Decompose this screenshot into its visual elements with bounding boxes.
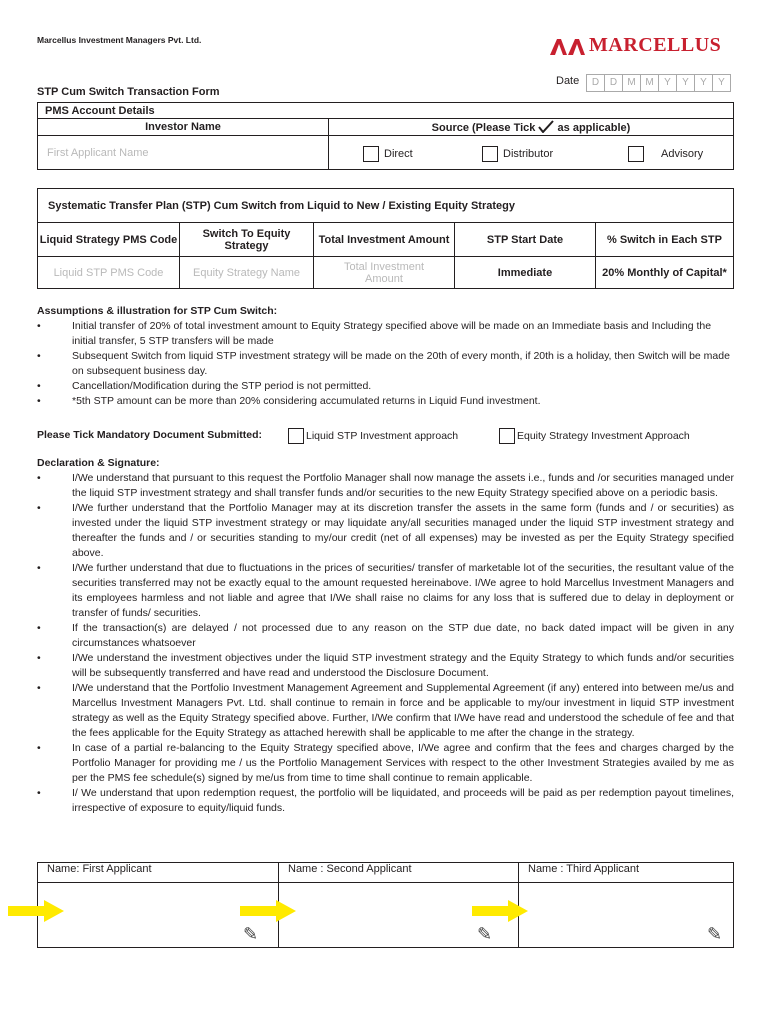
equity-strategy-header: Switch To Equity Strategy bbox=[180, 223, 314, 257]
sign-here-arrow-icon bbox=[240, 900, 296, 922]
pen-icon: ✎ bbox=[707, 924, 723, 944]
sign-here-arrow-icon bbox=[472, 900, 528, 922]
liquid-stp-doc-option[interactable]: Liquid STP Investment approach bbox=[288, 428, 458, 444]
stp-table bbox=[37, 188, 734, 289]
declaration-item: • I/We further understand that the Portfolio Manager may at its discretion transfer the assets in the same form (funds and / or securities) as invested under the liquid STP investment strategy or may liquidate any/all securities managed under the liquid STP investment strategy and thereafter the funds and / or securities standing to my/our credit (net of all expenses) may be invested as per the Equity Strategy specified above. bbox=[37, 501, 734, 561]
assumption-item: • Subsequent Switch from liquid STP investment strategy will be made on the 20th of every month, if 20th is a holiday, then Switch will be made on subsequent business day. bbox=[37, 349, 734, 379]
declaration-item: • I/We further understand that due to fluctuations in the prices of securities/ transfer of marketable lot of the securities, the resultant value of the securities transferred may not be exactly equal to the amount requested hereinabove. I/We agree to hold Marcellus Investment Managers and its employees harmless and not liable and agree that I/We shall raise no claims for any loss that is suffered due to delay in deployment or transfer of funds/ securities. bbox=[37, 561, 734, 621]
date-digit-box[interactable]: Y bbox=[658, 74, 677, 92]
switch-percent-header: % Switch in Each STP bbox=[596, 223, 734, 257]
marcellus-logo bbox=[549, 34, 739, 58]
first-applicant-name-label: Name: First Applicant bbox=[38, 863, 279, 883]
date-digit-box[interactable]: D bbox=[604, 74, 623, 92]
declaration-item: • I/We understand that the Portfolio Investment Management Agreement and Supplemental Agreement (if any) entered into between me/us and Marcellus Investment Managers Pvt. Ltd. shall continue to remain in force and be applicable to my/our investment in liquid STP investment strategy as well as the Equity Strategy specified above. Further, I/We confirm that I/We have read and understood the schedule of fee and that the fees applicable for the Equity Strategy as attached herewith shall be applicable to me after the change in the strategy. bbox=[37, 681, 734, 741]
distributor-checkbox[interactable] bbox=[482, 146, 498, 162]
date-digit-box[interactable]: M bbox=[622, 74, 641, 92]
logo-text: MARCELLUS bbox=[589, 34, 722, 56]
declaration-item: • I/We understand that pursuant to this request the Portfolio Manager shall now manage the assets i.e., funds and /or securities managed under the liquid STP investment strategy and shall transfer funds and/or securities to the new Equity Strategy specified above on a periodic basis. bbox=[37, 471, 734, 501]
pms-account-table bbox=[37, 102, 734, 170]
direct-option[interactable]: Direct bbox=[363, 146, 413, 162]
documents-label: Please Tick Mandatory Document Submitted: bbox=[37, 429, 263, 441]
checkmark-icon bbox=[538, 120, 554, 133]
source-header bbox=[329, 119, 734, 136]
documents-row bbox=[37, 428, 734, 446]
source-options bbox=[329, 136, 734, 170]
liquid-stp-doc-checkbox[interactable] bbox=[288, 428, 304, 444]
declaration-section bbox=[37, 456, 734, 816]
assumption-item: • Cancellation/Modification during the STP period is not permitted. bbox=[37, 379, 734, 394]
declaration-item: • In case of a partial re-balancing to the Equity Strategy specified above, I/We agree and confirm that the fees and charges charged by the Portfolio Manager for providing me / us the Portfolio Management Services with respect to the other Investment Strategies availed by me as per the PMS fee schedule(s) signed by me/us from time to time shall continue to remain applicable. bbox=[37, 741, 734, 786]
investor-name-header: Investor Name bbox=[38, 119, 329, 136]
date-label: Date bbox=[556, 75, 580, 87]
direct-checkbox[interactable] bbox=[363, 146, 379, 162]
third-applicant-signature-box[interactable] bbox=[519, 883, 734, 948]
signature-table bbox=[37, 862, 734, 948]
equity-strategy-field[interactable]: Equity Strategy Name bbox=[180, 257, 314, 289]
declaration-item: • If the transaction(s) are delayed / not processed due to any reason on the STP due date, no back dated impact will be given in any circumstances whatsoever bbox=[37, 621, 734, 651]
assumptions-section bbox=[37, 304, 734, 409]
form-title: STP Cum Switch Transaction Form bbox=[37, 86, 220, 98]
date-digit-box[interactable]: D bbox=[586, 74, 605, 92]
assumption-item: • Initial transfer of 20% of total investment amount to Equity Strategy specified above will be made on an Immediate basis and Including the initial transfer, 5 STP transfers will be made bbox=[37, 319, 734, 349]
stp-start-date-header: STP Start Date bbox=[455, 223, 596, 257]
date-digit-box[interactable]: Y bbox=[676, 74, 695, 92]
sign-here-arrow-icon bbox=[8, 900, 64, 922]
advisory-checkbox[interactable] bbox=[628, 146, 644, 162]
company-name: Marcellus Investment Managers Pvt. Ltd. bbox=[37, 35, 202, 45]
stp-start-date-value: Immediate bbox=[455, 257, 596, 289]
pen-icon: ✎ bbox=[243, 924, 259, 944]
distributor-option[interactable]: Distributor bbox=[482, 146, 553, 162]
liquid-code-field[interactable]: Liquid STP PMS Code bbox=[38, 257, 180, 289]
pms-section-title: PMS Account Details bbox=[38, 103, 734, 119]
second-applicant-name-label: Name : Second Applicant bbox=[279, 863, 519, 883]
declaration-item: • I/ We understand that upon redemption request, the portfolio will be liquidated, and proceeds will be paid as per redemption payout timelines, irrespective of exposure to equity/liquid funds. bbox=[37, 786, 734, 816]
date-digit-box[interactable]: M bbox=[640, 74, 659, 92]
advisory-option[interactable]: Advisory bbox=[628, 146, 703, 162]
source-label: Source (Please Tick bbox=[431, 122, 536, 134]
declaration-item: • I/We understand the investment objectives under the liquid STP investment strategy and the Equity Strategy to which funds and/or securities will be subsequently transferred and have read and understood the Disclosure Document. bbox=[37, 651, 734, 681]
third-applicant-name-label: Name : Third Applicant bbox=[519, 863, 734, 883]
liquid-code-header: Liquid Strategy PMS Code bbox=[38, 223, 180, 257]
assumption-item: • *5th STP amount can be more than 20% considering accumulated returns in Liquid Fund investment. bbox=[37, 394, 734, 409]
pen-icon: ✎ bbox=[477, 924, 493, 944]
date-digit-box[interactable]: Y bbox=[712, 74, 731, 92]
first-applicant-name-field[interactable]: First Applicant Name bbox=[38, 136, 329, 170]
equity-doc-option[interactable]: Equity Strategy Investment Approach bbox=[499, 428, 690, 444]
date-digit-box[interactable]: Y bbox=[694, 74, 713, 92]
equity-doc-checkbox[interactable] bbox=[499, 428, 515, 444]
switch-percent-value: 20% Monthly of Capital* bbox=[596, 257, 734, 289]
stp-title: Systematic Transfer Plan (STP) Cum Switch from Liquid to New / Existing Equity Strategy bbox=[38, 189, 734, 223]
source-label-suffix: as applicable) bbox=[557, 122, 631, 134]
date-input[interactable] bbox=[587, 74, 731, 92]
total-investment-field[interactable]: Total Investment Amount bbox=[314, 257, 455, 289]
declaration-title: Declaration & Signature: bbox=[37, 457, 160, 469]
total-investment-header: Total Investment Amount bbox=[314, 223, 455, 257]
assumptions-title: Assumptions & illustration for STP Cum Switch: bbox=[37, 305, 278, 317]
